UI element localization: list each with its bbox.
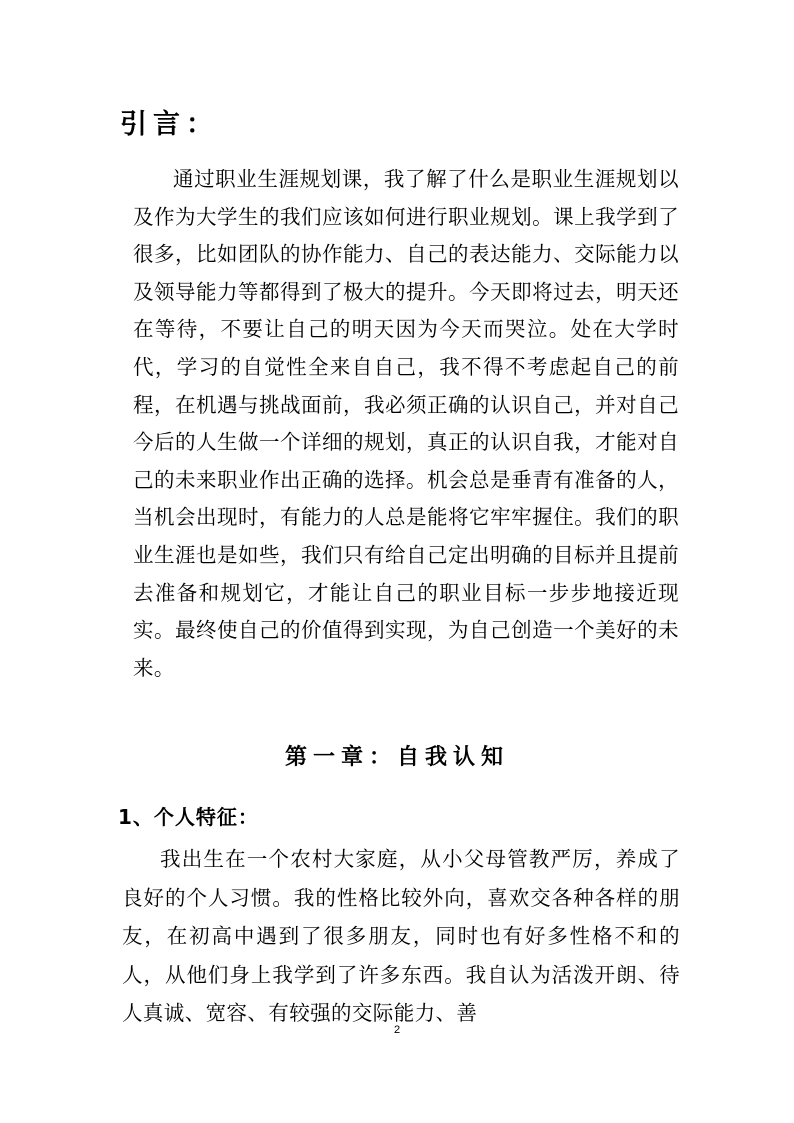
page-number: 2 <box>393 1024 401 1036</box>
chapter-title: 第一章：自我认知 <box>284 744 509 770</box>
section-title-personal-traits: 1、个人特征： <box>118 805 259 829</box>
intro-paragraph: 通过职业生涯规划课，我了解了什么是职业生涯规划以及作为大学生的我们应该如何进行职业规划。课上我学到了很多，比如团队的协作能力、自己的表达能力、交际能力以及领导能力等都得到了极大的提升。今天即将过去，明天还在等待，不要让自己的明天因为今天而哭泣。处在大学时代，学习的自觉性全来自自己，我不得不考虑起自己的前程，在机遇与挑战面前，我必须正确的认识自己，并对自己今后的人生做一个详细的规划，真正的认识自我，才能对自己的未来职业作出正确的选择。机会总是垂青有准备的人，当机会出现时，有能力的人总是能将它牢牢握住。我们的职业生涯也是如些，我们只有给自己定出明确的目标并且提前去准备和规划它，才能让自己的职业目标一步步地接近现实。最终使自己的价值得到实现，为自己创造一个美好的未来。 <box>133 167 679 680</box>
section-paragraph: 我出生在一个农村大家庭，从小父母管教严厉，养成了良好的个人习惯。我的性格比较外向，喜欢交各种各样的朋友，在初高中遇到了很多朋友，同时也有好多性格不和的人，从他们身上我学到了许多东西。我自认为活泼开朗、待人真诚、宽容、有较强的交际能力、善 <box>122 847 680 1025</box>
intro-heading: 引言： <box>120 109 219 140</box>
